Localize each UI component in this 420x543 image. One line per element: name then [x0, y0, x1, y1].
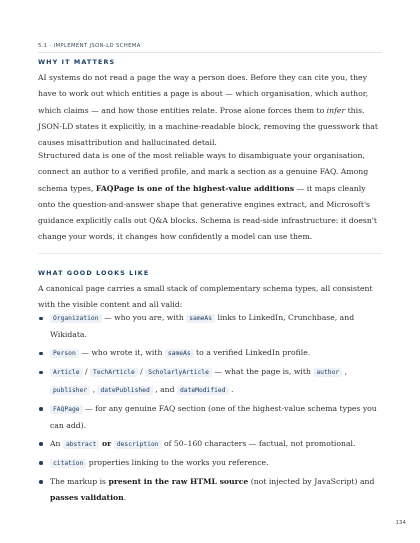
text-span: to a verified LinkedIn profile. — [193, 348, 311, 358]
code-span: citation — [50, 459, 86, 468]
text-span: Structured data is one of the most reliable ways to disambiguate your organisation, connect an author to a verified profile, and mark a section as a genuine FAQ. Among schema types, — [38, 151, 369, 193]
paragraph-intro: A canonical page carries a small stack of complementary schema types, all consistent with the visible content and all valid: — [38, 284, 373, 310]
code-span: FAQPage — [50, 405, 83, 414]
code-span: Organization — [50, 314, 102, 323]
bold-text: present in the raw HTML source — [108, 476, 249, 486]
text-span: this. JSON-LD states it explicitly, in a machine-readable block, removing the guesswork that causes misattribution and hallucinated detail. — [38, 105, 378, 148]
list-item — [38, 455, 382, 472]
code-span: Person — [50, 349, 79, 358]
code-span: datePublished — [97, 386, 152, 395]
page-number: 134 — [395, 520, 406, 526]
text-span: / — [82, 367, 91, 377]
text-span: AI systems do not read a page the way a person does. Before they can cite you, they have to work out which entities a page is about — which organisation, which author, which claims — and how those entities relate. Prose alone forces them to — [38, 73, 369, 115]
text-span: properties linking to the works you reference. — [86, 457, 269, 467]
list-item — [38, 345, 382, 362]
running-header: 5.1 · IMPLEMENT JSON-LD SCHEMA — [38, 43, 141, 49]
section-heading-good: WHAT GOOD LOOKS LIKE — [38, 269, 150, 277]
bold-text: or — [99, 438, 114, 448]
paragraph-why-1 — [38, 70, 382, 151]
list-item — [38, 364, 382, 399]
code-span: dateModified — [177, 386, 229, 395]
text-span: . — [123, 493, 127, 503]
code-span: sameAs — [165, 349, 194, 358]
section-heading-why: WHY IT MATTERS — [38, 58, 116, 66]
text-span: The markup is — [50, 476, 109, 486]
text-span: — who you are, with — [101, 313, 187, 322]
code-span: abstract — [63, 440, 99, 449]
list-item — [38, 474, 382, 507]
code-span: sameAs — [186, 314, 215, 323]
text-span: — what the page is, with — [211, 367, 314, 377]
code-span: Article — [50, 368, 83, 377]
bold-text: FAQPage is one of the highest-value additions — [95, 183, 295, 193]
paragraph-why-2 — [38, 148, 382, 246]
emphasis-text: infer — [326, 105, 346, 115]
list-item — [38, 401, 382, 435]
text-span: , and — [152, 384, 177, 394]
text-span: — who wrote it, with — [78, 348, 165, 358]
text-span: , — [342, 367, 348, 377]
text-span: — it maps cleanly onto the question-and-answer shape that generative engines extract, and Microsoft's guidance explicitly calls out Q&A blocks. Schema is read-side infrastructure: it doesn't change your words, it changes how confidently a model can use them. — [38, 183, 378, 242]
list-item — [38, 436, 382, 453]
text-span: of 50–160 characters — factual, not promotional. — [161, 438, 356, 448]
text-span: . — [228, 384, 234, 394]
text-span: — for any genuine FAQ section (one of the highest-value schema types you can add). — [50, 403, 377, 430]
text-span: (not injected by JavaScript) and — [248, 476, 375, 486]
list-item — [38, 310, 382, 344]
code-span: description — [114, 440, 162, 449]
code-span: publisher — [50, 386, 90, 395]
section-divider — [38, 253, 382, 254]
schema-list — [38, 310, 382, 508]
code-span: ScholarlyArticle — [145, 368, 212, 377]
text-span: links to LinkedIn, Crunchbase, and Wikidata. — [50, 313, 355, 340]
bold-text: passes validation — [50, 493, 124, 503]
text-span: , — [90, 384, 98, 394]
text-span: An — [50, 438, 63, 448]
text-span: / — [137, 367, 146, 377]
code-span: TechArticle — [90, 368, 138, 377]
header-divider — [38, 52, 382, 53]
code-span: author — [313, 368, 342, 377]
